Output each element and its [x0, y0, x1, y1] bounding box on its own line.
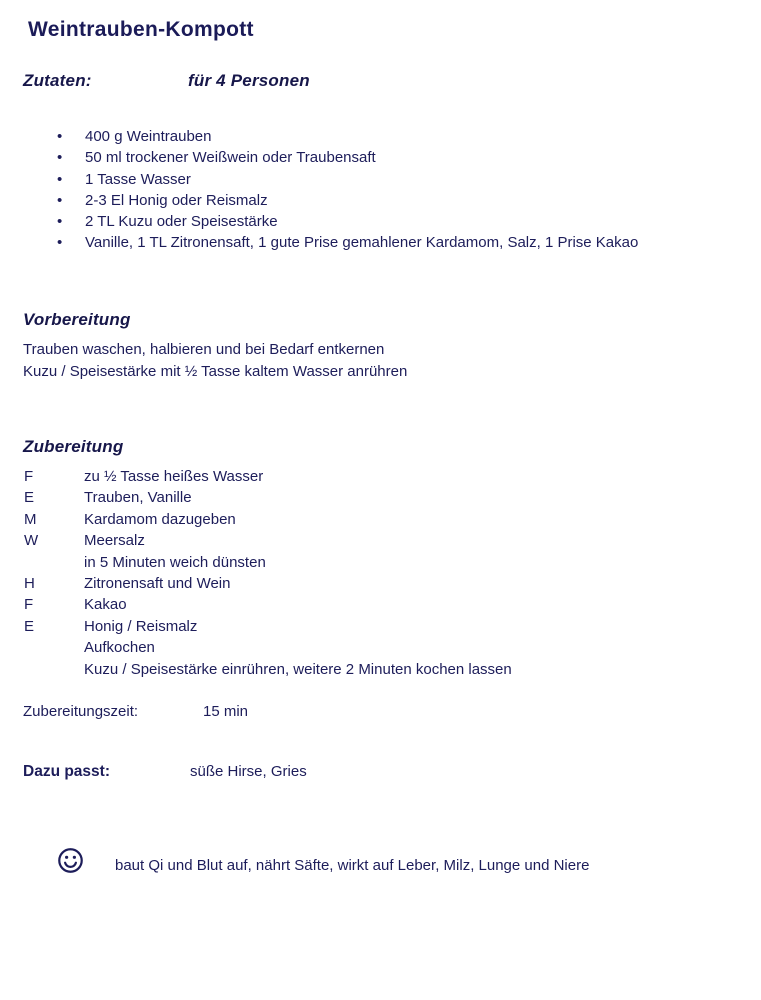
step-row [24, 552, 512, 573]
list-item: • 2-3 El Honig oder Reismalz [57, 190, 638, 211]
list-item: • 50 ml trockener Weißwein oder Traubensaft [57, 147, 638, 168]
preparation-heading: Vorbereitung [23, 310, 131, 330]
step-text: zu ½ Tasse heißes Wasser [84, 468, 264, 485]
step-row [24, 659, 512, 680]
cooking-heading: Zubereitung [23, 437, 124, 457]
cooking-steps [24, 466, 512, 680]
preparation-line: Kuzu / Speisestärke mit ½ Tasse kaltem Wasser anrühren [23, 362, 408, 380]
step-text: Aufkochen [84, 639, 155, 657]
element-letter: F [24, 468, 34, 485]
step-text: Kakao [84, 596, 127, 614]
list-item: • 400 g Weintrauben [57, 126, 638, 147]
step-row [24, 637, 512, 658]
ingredients-heading: Zutaten: [23, 71, 92, 90]
pairing-value: süße Hirse, Gries [190, 763, 307, 780]
element-letter: M [24, 510, 37, 528]
health-note [57, 845, 589, 874]
step-text: Honig / Reismalz [84, 617, 198, 635]
element-letter: H [24, 575, 35, 593]
step-row [24, 466, 512, 487]
element-letter [24, 659, 84, 680]
step-text: in 5 Minuten weich dünsten [84, 553, 266, 571]
step-row [24, 573, 512, 594]
element-letter: E [24, 489, 35, 507]
element-letter: E [24, 617, 35, 635]
step-row [24, 594, 512, 615]
preparation-line: Trauben waschen, halbieren und bei Bedarf entkernen [23, 341, 385, 358]
element-letter: W [24, 532, 39, 550]
time-value: 15 min [203, 703, 249, 720]
preparation-text [23, 339, 407, 382]
preparation-time-row [23, 703, 248, 720]
page-title: Weintrauben-Kompott [28, 18, 254, 42]
pairing-row [23, 763, 307, 781]
time-label: Zubereitungszeit: [23, 703, 139, 720]
step-text: Trauben, Vanille [84, 489, 192, 507]
step-text: Kardamom dazugeben [84, 510, 236, 528]
step-text: Kuzu / Speisestärke einrühren, weitere 2 Minuten kochen lassen [84, 660, 512, 678]
smiley-face-icon [57, 847, 84, 874]
list-item: • 2 TL Kuzu oder Speisestärke [57, 211, 638, 232]
ingredient-list [57, 126, 638, 254]
element-letter [24, 637, 84, 658]
element-letter [24, 552, 84, 573]
step-row [24, 509, 512, 530]
list-item: • Vanille, 1 TL Zitronensaft, 1 gute Prise gemahlener Kardamom, Salz, 1 Prise Kakao [57, 232, 638, 253]
step-text: Zitronensaft und Wein [84, 575, 231, 593]
list-item: • 1 Tasse Wasser [57, 169, 638, 190]
ingredients-header [23, 71, 310, 91]
step-text: Meersalz [84, 532, 145, 550]
element-letter: F [24, 596, 34, 614]
pairing-label: Dazu passt: [23, 763, 110, 780]
step-row [24, 530, 512, 551]
step-row [24, 616, 512, 637]
servings-label: für 4 Personen [188, 71, 310, 90]
step-row [24, 487, 512, 508]
note-text: baut Qi und Blut auf, nährt Säfte, wirkt auf Leber, Milz, Lunge und Niere [115, 857, 590, 874]
